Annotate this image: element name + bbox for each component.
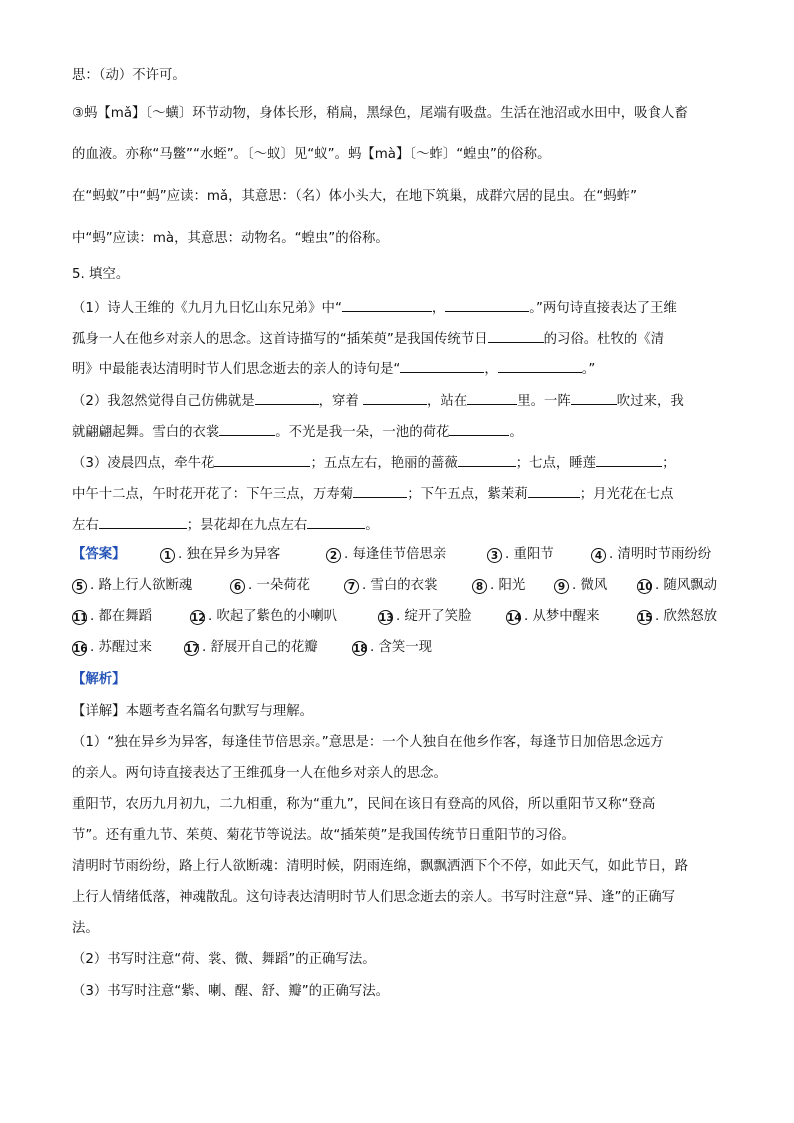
answer-item: 16 . 苏醒过来	[73, 640, 153, 655]
answer-item: 9 . 微风	[554, 577, 607, 595]
answer-item: 4 . 清明时节雨纷纷	[591, 546, 711, 564]
question-3-line: 中午十二点，午时花开花了：下午三点，万寿菊 ；下午五点，紫茉莉 ；月光花在七点	[72, 483, 673, 504]
answer-blank	[458, 452, 516, 467]
answer-blank	[488, 328, 544, 343]
answer-blank	[528, 483, 580, 498]
answer-row	[72, 577, 732, 595]
text-line: ③蚂【mǎ】〔～蟥〕环节动物，身体长形，稍扁，黑绿色，尾端有吸盘。生活在池沼或水田中，吸食人畜	[72, 106, 688, 121]
answer-row	[72, 546, 732, 564]
question-2-line: 就翩翩起舞。雪白的衣裳 。不光是我一朵，一池的荷花 。	[72, 421, 523, 442]
answer-block	[72, 546, 732, 656]
answer-blank	[498, 358, 582, 373]
answer-blank	[255, 390, 319, 405]
text-line: 的血液。亦称“马鳖”“水蛭”。〔～蚁〕见“蚁”。蚂【mà】〔～蚱〕“蝗虫”的俗称。	[72, 147, 551, 162]
detail-label: 【详解】	[72, 704, 126, 719]
question-3-line: 左右 ；昙花却在九点左右 。	[72, 514, 379, 535]
analysis-line: 上行人情绪低落，神魂散乱。这句诗表达清明时节人们思念逝去的亲人。书写时注意“异、逢”的正确写	[72, 890, 676, 905]
answer-item: 13 . 绽开了笑脸	[379, 609, 472, 624]
analysis-line: （1）“独在异乡为异客，每逢佳节倍思亲。”意思是：一个人独自在他乡作客，每逢节日加倍思念远方	[72, 735, 664, 750]
analysis-line: 法。	[72, 921, 99, 936]
text-line: 思：（动）不许可。	[72, 68, 186, 83]
analysis-line: 清明时节雨纷纷，路上行人欲断魂：清明时候，阴雨连绵，飘飘洒洒下个不停，如此天气，如此节日，路	[72, 859, 688, 874]
answer-blank	[353, 483, 407, 498]
answer-item: 6 . 一朵荷花	[230, 577, 310, 595]
question-1-line: 明》中最能表达清明时节人们思念逝去的亲人的诗句是“ ， 。”	[72, 358, 595, 379]
analysis-label: 【解析】	[72, 672, 126, 687]
answer-blank	[449, 421, 509, 436]
answer-item: 1 . 独在异乡为异客	[160, 546, 280, 564]
answer-blank	[445, 297, 529, 312]
question-2-line: （2）我忽然觉得自己仿佛就是 ，穿着 ，站在 里。一阵 吹过来，我	[72, 390, 684, 411]
answer-blank	[342, 297, 432, 312]
detail-line: 【详解】本题考查名篇名句默写与理解。	[72, 704, 314, 719]
analysis-line: （2）书写时注意“荷、裳、微、舞蹈”的正确写法。	[72, 952, 376, 967]
answer-item: 14 . 从梦中醒来	[507, 609, 600, 624]
answer-item: 17 . 舒展开自己的花瓣	[185, 640, 318, 655]
answer-item: 10 . 随风飘动	[638, 578, 718, 593]
analysis-line: （3）书写时注意“紫、喇、醒、舒、瓣”的正确写法。	[72, 984, 389, 999]
answer-row	[72, 639, 732, 657]
answer-blank	[467, 390, 517, 405]
answer-blank	[400, 358, 484, 373]
answer-item: 18 . 含笑一现	[353, 640, 433, 655]
text-line: 中“蚂”应读：mà，其意思：动物名。“蝗虫”的俗称。	[72, 231, 389, 246]
answer-item: 12 . 吹起了紫色的小喇叭	[191, 609, 338, 624]
answer-blank	[596, 452, 662, 467]
question-3-line: （3）凌晨四点，牵牛花 ；五点左右，艳丽的蔷薇 ；七点，睡莲 ；	[72, 452, 675, 473]
answer-blank	[214, 452, 310, 467]
analysis-line: 重阳节，农历九月初九，二九相重，称为“重九”，民间在该日有登高的风俗，所以重阳节又称“登高	[72, 797, 656, 812]
answer-blank	[307, 514, 365, 529]
text-line: 在“蚂蚁”中“蚂”应读：mǎ，其意思：（名）体小头大，在地下筑巢，成群穴居的昆虫。在“蚂蚱”	[72, 189, 638, 204]
answer-blank	[219, 421, 275, 436]
question-title: 5. 填空。	[72, 267, 130, 282]
answer-item: 2 . 每逢佳节倍思亲	[326, 546, 446, 564]
question-1-line: 孤身一人在他乡对亲人的思念。这首诗描写的“插茱萸”是我国传统节日 的习俗。杜牧的《清	[72, 328, 664, 349]
answer-item: 5 . 路上行人欲断魂	[72, 577, 192, 595]
analysis-line: 的亲人。两句诗直接表达了王维孤身一人在他乡对亲人的思念。	[72, 766, 447, 781]
answer-item: 7 . 雪白的衣裳	[344, 577, 437, 595]
answer-blank	[571, 390, 617, 405]
question-1-line: （1）诗人王维的《九月九日忆山东兄弟》中“ ， 。”两句诗直接表达了王维	[72, 297, 677, 318]
answer-label: 【答案】	[72, 547, 126, 562]
answer-blank	[99, 514, 187, 529]
answer-blank	[363, 390, 427, 405]
analysis-line: 节”。还有重九节、茱萸、菊花节等说法。故“插茱萸”是我国传统节日重阳节的习俗。	[72, 828, 575, 843]
answer-item: 11 . 都在舞蹈	[73, 609, 153, 624]
answer-item: 8 . 阳光	[472, 577, 525, 595]
answer-item: 3 . 重阳节	[487, 546, 554, 564]
answer-item: 15 . 欣然怒放	[638, 609, 718, 624]
answer-row	[72, 608, 732, 626]
